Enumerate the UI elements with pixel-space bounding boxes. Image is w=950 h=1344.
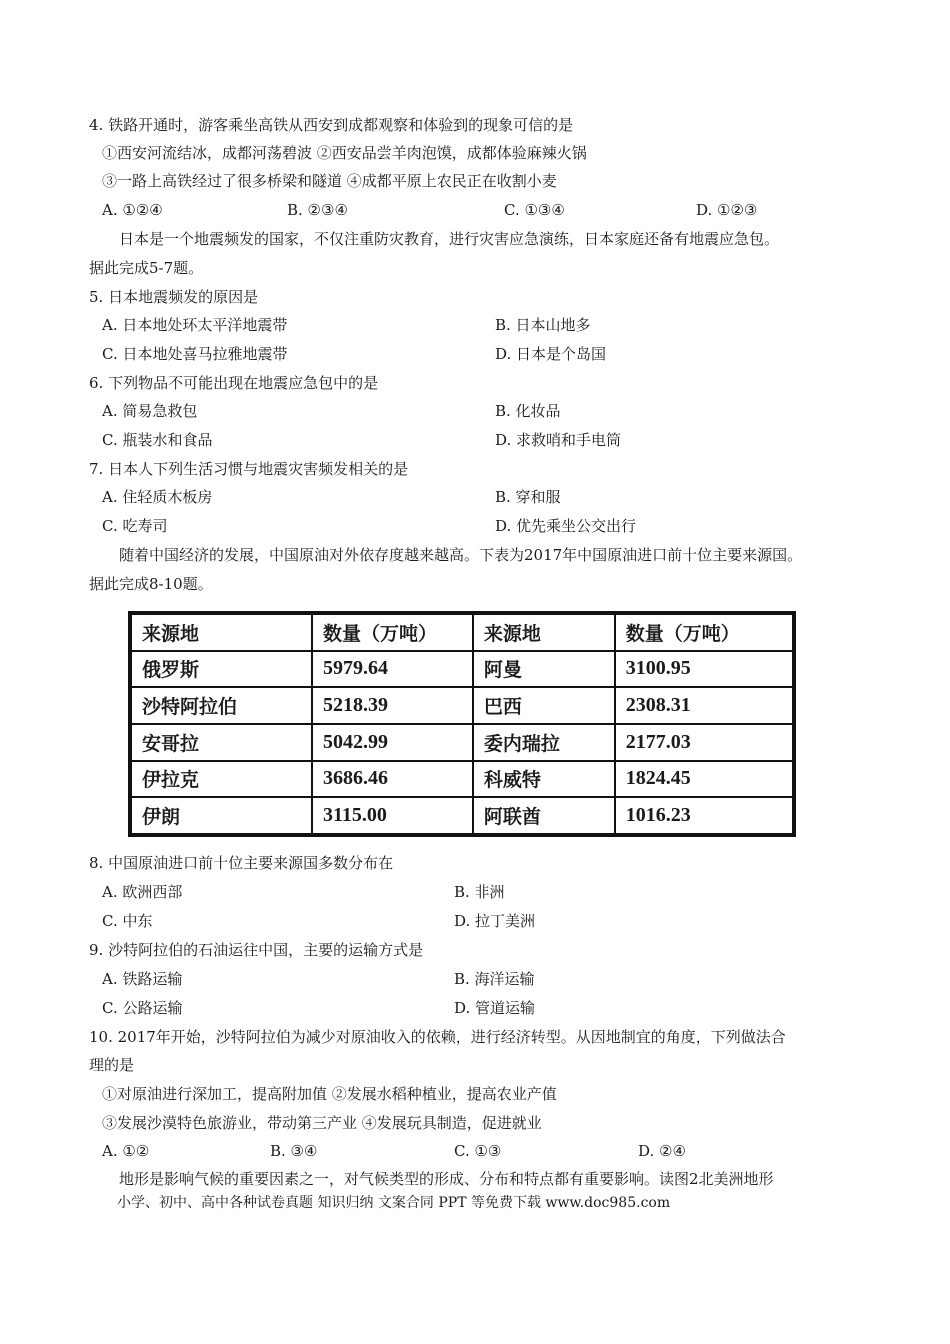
amount-cell: 1016.23: [615, 797, 793, 834]
header-amount-2: 数量（万吨）: [615, 614, 793, 651]
q9-option-a: A. 铁路运输: [102, 970, 183, 988]
intro-8-10-line-2: 据此完成8-10题。: [89, 575, 213, 593]
intro-8-10-line-1: 随着中国经济的发展，中国原油对外依存度越来越高。下表为2017年中国原油进口前十位主要来源国。: [119, 546, 803, 564]
header-source-1: 来源地: [131, 614, 312, 651]
amount-cell: 3100.95: [615, 651, 793, 688]
q7-stem: 7. 日本人下列生活习惯与地震灾害频发相关的是: [89, 460, 409, 478]
oil-source-table-grid: [130, 613, 794, 835]
q10-option-b: B. ③④: [270, 1142, 318, 1160]
page-footer: 小学、初中、高中各种试卷真题 知识归纳 文案合同 PPT 等免费下载 www.doc985.com: [117, 1195, 671, 1211]
q6-option-c: C. 瓶装水和食品: [102, 431, 213, 449]
q9-option-d: D. 管道运输: [454, 999, 536, 1017]
source-cell: 俄罗斯: [131, 651, 312, 688]
q5-stem: 5. 日本地震频发的原因是: [89, 288, 259, 306]
intro-5-7-line-2: 据此完成5-7题。: [89, 259, 204, 277]
amount-cell: 2308.31: [615, 687, 793, 724]
q7-option-d: D. 优先乘坐公交出行: [495, 517, 637, 535]
amount-cell: 3686.46: [312, 761, 473, 798]
table-row: [131, 761, 793, 798]
source-cell: 委内瑞拉: [473, 724, 615, 761]
source-cell: 伊朗: [131, 797, 312, 834]
q4-option-d: D. ①②③: [696, 201, 758, 219]
q6-option-a: A. 简易急救包: [102, 402, 198, 420]
q8-option-b: B. 非洲: [454, 883, 505, 901]
q5-option-c: C. 日本地处喜马拉雅地震带: [102, 345, 288, 363]
amount-cell: 5218.39: [312, 687, 473, 724]
source-cell: 阿曼: [473, 651, 615, 688]
q5-option-d: D. 日本是个岛国: [495, 345, 607, 363]
amount-cell: 2177.03: [615, 724, 793, 761]
source-cell: 沙特阿拉伯: [131, 687, 312, 724]
q7-option-b: B. 穿和服: [495, 488, 561, 506]
q9-option-c: C. 公路运输: [102, 999, 183, 1017]
q10-option-a: A. ①②: [102, 1142, 150, 1160]
table-row: [131, 651, 793, 688]
q5-option-a: A. 日本地处环太平洋地震带: [102, 316, 288, 334]
table-row: [131, 687, 793, 724]
q10-stem-line-1: 10. 2017年开始，沙特阿拉伯为减少对原油收入的依赖，进行经济转型。从因地制宜的角度，下列做法合: [89, 1028, 786, 1046]
q10-statement-1: ①对原油进行深加工，提高附加值 ②发展水稻种植业，提高农业产值: [102, 1085, 557, 1103]
oil-source-table: [128, 611, 796, 837]
q8-stem: 8. 中国原油进口前十位主要来源国多数分布在: [89, 854, 394, 872]
source-cell: 巴西: [473, 687, 615, 724]
q4-stem: 4. 铁路开通时，游客乘坐高铁从西安到成都观察和体验到的现象可信的是: [89, 116, 574, 134]
q4-option-a: A. ①②④: [102, 201, 163, 219]
q10-stem-line-2: 理的是: [89, 1056, 135, 1074]
q7-option-a: A. 住轻质木板房: [102, 488, 213, 506]
q6-option-d: D. 求救哨和手电筒: [495, 431, 622, 449]
source-cell: 伊拉克: [131, 761, 312, 798]
amount-cell: 3115.00: [312, 797, 473, 834]
q5-option-b: B. 日本山地多: [495, 316, 591, 334]
table-row: [131, 724, 793, 761]
amount-cell: 5042.99: [312, 724, 473, 761]
q8-option-d: D. 拉丁美洲: [454, 912, 536, 930]
source-cell: 阿联酋: [473, 797, 615, 834]
header-source-2: 来源地: [473, 614, 615, 651]
q6-stem: 6. 下列物品不可能出现在地震应急包中的是: [89, 374, 379, 392]
table-header-row: [131, 614, 793, 651]
q9-stem: 9. 沙特阿拉伯的石油运往中国，主要的运输方式是: [89, 941, 424, 959]
intro-5-7-line-1: 日本是一个地震频发的国家，不仅注重防灾教育，进行灾害应急演练，日本家庭还备有地震应急包。: [119, 230, 780, 248]
q7-option-c: C. 吃寿司: [102, 517, 168, 535]
q10-option-c: C. ①③: [454, 1142, 502, 1160]
q4-option-b: B. ②③④: [287, 201, 348, 219]
q10-statement-2: ③发展沙漠特色旅游业，带动第三产业 ④发展玩具制造，促进就业: [102, 1114, 542, 1132]
q10-option-d: D. ②④: [638, 1142, 686, 1160]
amount-cell: 1824.45: [615, 761, 793, 798]
header-amount-1: 数量（万吨）: [312, 614, 473, 651]
q4-option-c: C. ①③④: [504, 201, 565, 219]
q4-statement-2: ③一路上高铁经过了很多桥梁和隧道 ④成都平原上农民正在收割小麦: [102, 172, 557, 190]
q9-option-b: B. 海洋运输: [454, 970, 535, 988]
source-cell: 科威特: [473, 761, 615, 798]
table-row: [131, 797, 793, 834]
q8-option-a: A. 欧洲西部: [102, 883, 183, 901]
source-cell: 安哥拉: [131, 724, 312, 761]
intro-next-section: 地形是影响气候的重要因素之一，对气候类型的形成、分布和特点都有重要影响。读图2北美洲地形: [119, 1170, 774, 1188]
q8-option-c: C. 中东: [102, 912, 153, 930]
q6-option-b: B. 化妆品: [495, 402, 561, 420]
q4-statement-1: ①西安河流结冰，成都河荡碧波 ②西安品尝羊肉泡馍，成都体验麻辣火锅: [102, 144, 587, 162]
amount-cell: 5979.64: [312, 651, 473, 688]
